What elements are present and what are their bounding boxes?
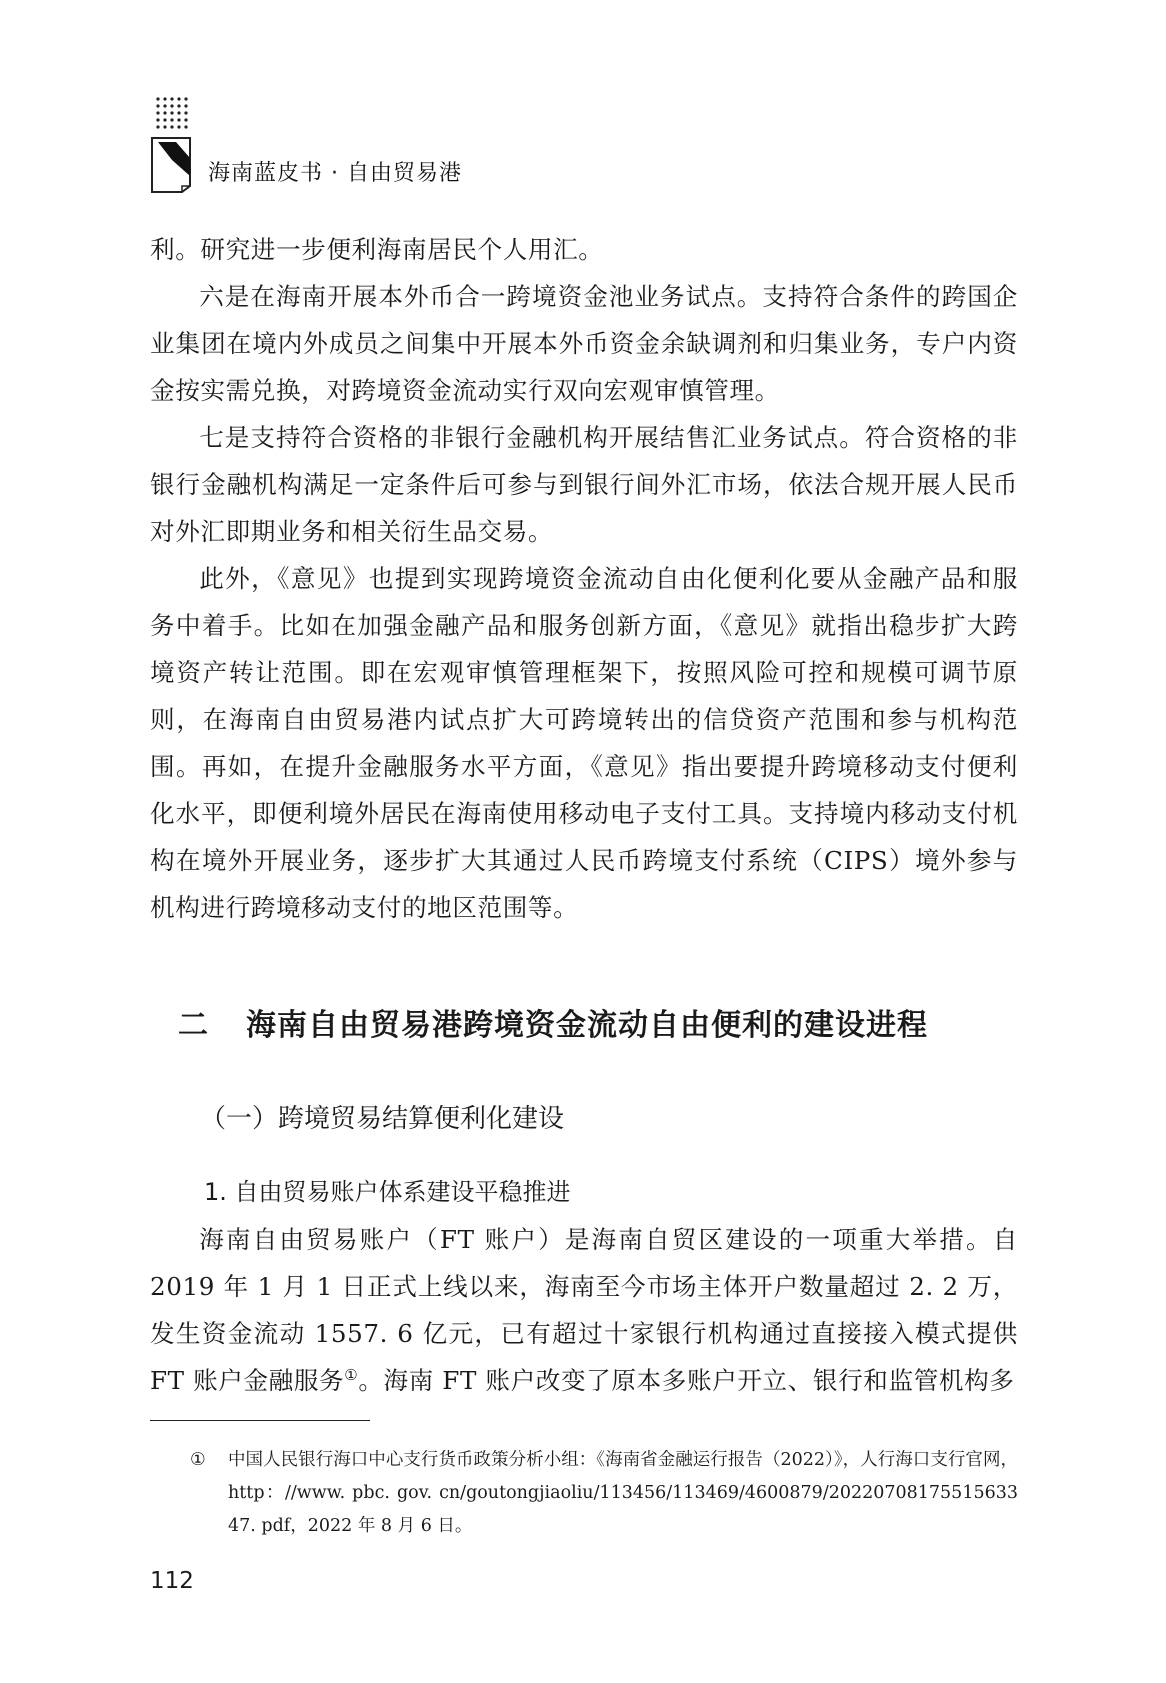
bookmark-corner-icon [150,136,196,194]
footnote-divider [150,1420,370,1421]
paragraph-text: 。海南 FT 账户改变了原本多账户开立、银行和监管机构多 [358,1366,1015,1395]
paragraph [150,1216,1018,1404]
paragraph: 此外，《意见》也提到实现跨境资金流动自由化便利化要从金融产品和服务中着手。比如在加强金融产品和服务创新方面，《意见》就指出稳步扩大跨境资产转让范围。即在宏观审慎管理框架下，按照风险可控和规模可调节原则，在海南自由贸易港内试点扩大可跨境转出的信贷资产范围和参与机构范围。再如，在提升金融服务水平方面，《意见》指出要提升跨境移动支付便利化水平，即便利境外居民在海南使用移动电子支付工具。支持境内移动支付机构在境外开展业务，逐步扩大其通过人民币跨境支付系统（CIPS）境外参与机构进行跨境移动支付的地区范围等。 [150,564,1018,922]
page-number: 112 [150,1568,194,1594]
section-title: 海南自由贸易港跨境资金流动自由便利的建设进程 [246,1008,928,1043]
subsubsection-heading: 1. 自由贸易账户体系建设平稳推进 [204,1178,571,1206]
footnote [190,1444,1018,1543]
subsection-heading: （一）跨境贸易结算便利化建设 [200,1104,565,1134]
footnote-text: 中国人民银行海口中心支行货币政策分析小组：《海南省金融运行报告（2022）》，人行海口支行官网，http：//www. pbc. gov. cn/goutongjiaoliu/113456/113469/4600879/2022070817551563347. pdf，2022 年 8 月 6 日。 [228,1450,1018,1536]
section-number: 二 [178,1008,209,1043]
paragraph: 利。研究进一步便利海南居民个人用汇。 [150,235,604,264]
footnote-mark: ① [190,1450,206,1470]
section-body [150,1216,1018,1404]
paragraph-text: 海南自由贸易账户（FT 账户）是海南自贸区建设的一项重大举措。自 2019 年 1 月 1 日正式上线以来，海南至今市场主体开户数量超过 2. 2 万，发生资金流动 1557. 6 亿元，已有超过十家银行机构通过直接接入模式提供 FT 账户金融服务 [150,1225,1018,1395]
running-header [150,96,550,196]
main-body [150,226,1018,931]
header-title: 海南蓝皮书 · 自由贸易港 [208,161,462,186]
dot-grid-decoration-icon [154,96,194,130]
section-heading [178,1000,1038,1044]
paragraph: 七是支持符合资格的非银行金融机构开展结售汇业务试点。符合资格的非银行金融机构满足一定条件后可参与到银行间外汇市场，依法合规开展人民币对外汇即期业务和相关衍生品交易。 [150,423,1018,546]
paragraph: 六是在海南开展本外币合一跨境资金池业务试点。支持符合条件的跨国企业集团在境内外成员之间集中开展本外币资金余缺调剂和归集业务，专户内资金按实需兑换，对跨境资金流动实行双向宏观审慎管理。 [150,282,1018,405]
footnote-reference[interactable]: ① [344,1365,359,1384]
